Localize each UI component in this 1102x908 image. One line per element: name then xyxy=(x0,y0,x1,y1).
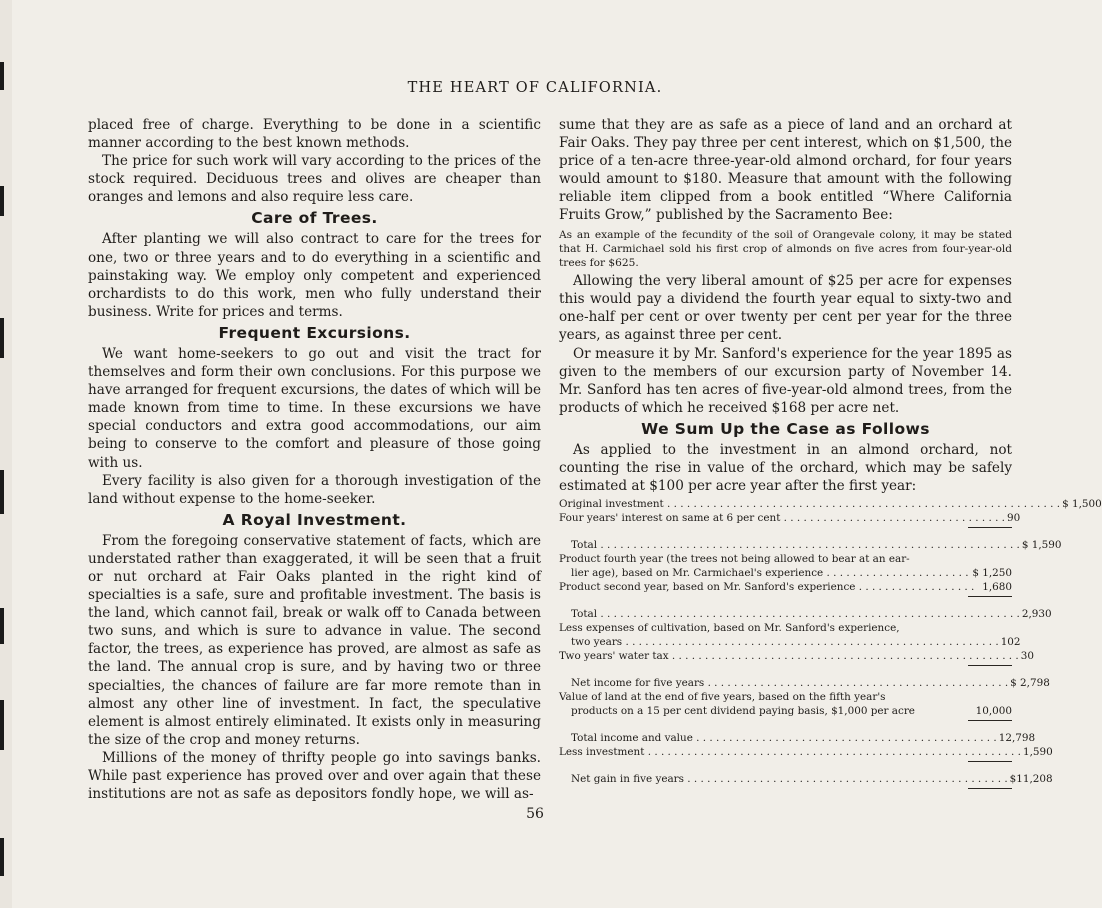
table-row xyxy=(559,580,1012,594)
row-label: Product second year, based on Mr. Sanford's experience . . . . . . . . . . . . . . . . . . xyxy=(559,581,975,594)
row-label: Four years' interest on same at 6 per cent . . . . . . . . . . . . . . . . . . . . . . . . . . . . . . . . . . xyxy=(559,512,1005,525)
row-label: Total . . . . . . . . . . . . . . . . . . . . . . . . . . . . . . . . . . . . . . . . . . . . . . . . . . . . . . . . . . . . . . . . xyxy=(571,539,1020,552)
row-label: Original investment . . . . . . . . . . . . . . . . . . . . . . . . . . . . . . . . . . . . . . . . . . . . . . . . . . . . . . . . . . . . xyxy=(559,498,1061,511)
table-row xyxy=(559,649,1034,663)
row-value: 90 xyxy=(1006,512,1021,525)
paragraph: The price for such work will vary according to the prices of the stock required. Deciduous trees and olives are cheaper than oranges and lemons and also require less care. xyxy=(88,153,541,206)
paragraph: placed free of charge. Everything to be done in a scientific manner according to the best known methods. xyxy=(88,117,541,152)
row-value: $ 2,798 xyxy=(1010,677,1050,690)
row-label: Two years' water tax . . . . . . . . . . . . . . . . . . . . . . . . . . . . . . . . . . . . . . . . . . . . . . . . . . . . . xyxy=(559,650,1019,663)
row-label: two years . . . . . . . . . . . . . . . . . . . . . . . . . . . . . . . . . . . . . . . . . . . . . . . . . . . . . . . . . xyxy=(571,636,999,649)
edge-mark xyxy=(0,318,4,358)
heading-care-of-trees: Care of Trees. xyxy=(251,209,378,228)
sum-rule xyxy=(968,720,1012,721)
heading-royal-investment: A Royal Investment. xyxy=(222,510,407,529)
left-column xyxy=(88,116,541,803)
paragraph: Every facility is also given for a thorough investigation of the land without expense to the home-seeker. xyxy=(88,472,541,507)
page-number: 56 xyxy=(526,806,544,822)
row-value: 1,680 xyxy=(982,581,1012,594)
quoted-item: As an example of the fecundity of the soil of Orangevale colony, it may be stated that H. Carmichael sold his first crop of almonds on five acres from four-year-old trees for $625. xyxy=(559,228,1012,269)
row-label: Product fourth year (the trees not being allowed to bear at an ear- xyxy=(559,553,910,566)
row-value: 30 xyxy=(1020,650,1034,663)
row-value: $11,208 xyxy=(1009,773,1053,786)
table-row xyxy=(559,607,1052,621)
page-edge xyxy=(0,0,12,908)
table-row xyxy=(559,704,1012,718)
running-head: THE HEART OF CALIFORNIA. xyxy=(407,80,663,96)
row-value: $ 1,500 xyxy=(1062,498,1102,511)
heading-sum-up: We Sum Up the Case as Follows xyxy=(641,419,930,438)
table-row xyxy=(559,538,1062,552)
paragraph: Millions of the money of thrifty people go into savings banks. While past experience has proved over and over again that these institutions are not as safe as depositors fondly hope, we will as- xyxy=(88,749,541,803)
sum-rule xyxy=(968,596,1012,597)
row-label: Total . . . . . . . . . . . . . . . . . . . . . . . . . . . . . . . . . . . . . . . . . . . . . . . . . . . . . . . . . . . . . . . . xyxy=(571,608,1020,621)
edge-mark xyxy=(0,470,4,514)
row-label: Total income and value . . . . . . . . . . . . . . . . . . . . . . . . . . . . . . . . . . . . . . . . . . . . . . xyxy=(571,732,997,745)
row-value: 2,930 xyxy=(1021,608,1052,621)
table-row xyxy=(559,745,1053,759)
investment-table xyxy=(559,497,1102,789)
edge-mark xyxy=(0,608,4,644)
row-value: $ 1,590 xyxy=(1021,539,1062,552)
row-label: Value of land at the end of five years, based on the fifth year's xyxy=(559,691,886,704)
row-label: products on a 15 per cent dividend paying basis, $1,000 per acre xyxy=(571,705,915,718)
heading-frequent-excursions: Frequent Excursions. xyxy=(218,323,411,342)
row-value: 12,798 xyxy=(998,732,1036,745)
row-value: 102 xyxy=(1000,636,1021,649)
paragraph: From the foregoing conservative statement of facts, which are understated rather than exaggerated, it will be seen that a fruit or nut orchard at Fair Oaks planted in the right kind of specialties is a safe, sure and profitable investment. The basis is the land, which cannot fail, break or walk off to Canada between two suns, and which is sure to advance in value. The second factor, the trees, as experience has proved, are almost as safe as the land. The annual crop is sure, and by having two or three specialties, the chances of failure are far more remote than in almost any other line of investment. In fact, the speculative element is almost entirely eliminated. It exists only in measuring the size of the crop and money returns. xyxy=(88,532,541,748)
paragraph: We want home-seekers to go out and visit the tract for themselves and form their own conclusions. For this purpose we have arranged for frequent excursions, the dates of which will be made known from time to time. In these excursions we have special conductors and extra good accommodations, our aim being to conserve to the comfort and pleasure of those going with us. xyxy=(88,345,541,471)
paragraph: As applied to the investment in an almond orchard, not counting the rise in value of the orchard, which may be safely estimated at $100 per acre year after the first year: xyxy=(559,441,1012,495)
paragraph: sume that they are as safe as a piece of land and an orchard at Fair Oaks. They pay three per cent interest, which on $1,500, the price of a ten-acre three-year-old almond orchard, for four years would amount to $180. Measure that amount with the following reliable item clipped from a book entitled “Where California Fruits Grow,” published by the Sacramento Bee: xyxy=(559,117,1012,224)
table-row xyxy=(559,635,1021,649)
row-label: lier age), based on Mr. Carmichael's experience . . . . . . . . . . . . . . . . . . . . . . xyxy=(571,567,969,580)
paragraph: Or measure it by Mr. Sanford's experience for the year 1895 as given to the members of our excursion party of November 14. Mr. Sanford has ten acres of five-year-old almond trees, from the products of which he received $168 per acre net. xyxy=(559,345,1012,416)
sum-rule xyxy=(968,665,1012,666)
row-label: Less investment . . . . . . . . . . . . . . . . . . . . . . . . . . . . . . . . . . . . . . . . . . . . . . . . . . . . . . . . . xyxy=(559,746,1021,759)
row-value: 1,590 xyxy=(1022,746,1053,759)
table-row xyxy=(559,566,1012,580)
table-row xyxy=(559,731,1036,745)
sum-rule xyxy=(968,788,1012,789)
table-row xyxy=(559,511,1021,525)
paragraph: After planting we will also contract to care for the trees for one, two or three years and to do everything in a scientific and painstaking way. We employ only competent and experienced orchardists to do this work, men who fully understand their business. Write for prices and terms. xyxy=(88,231,541,320)
sum-rule xyxy=(968,761,1012,762)
edge-mark xyxy=(0,186,4,216)
edge-mark xyxy=(0,838,4,876)
row-value: $ 1,250 xyxy=(972,567,1012,580)
edge-mark xyxy=(0,700,4,750)
table-row xyxy=(559,497,1102,511)
row-label: Less expenses of cultivation, based on Mr. Sanford's experience, xyxy=(559,622,900,635)
row-value: 10,000 xyxy=(975,705,1012,718)
row-label: Net gain in five years . . . . . . . . . . . . . . . . . . . . . . . . . . . . . . . . . . . . . . . . . . . . . . . . . xyxy=(571,773,1008,786)
sum-rule xyxy=(968,527,1012,528)
table-row xyxy=(559,676,1050,690)
row-label: Net income for five years . . . . . . . . . . . . . . . . . . . . . . . . . . . . . . . . . . . . . . . . . . . . . . xyxy=(571,677,1009,690)
paragraph: Allowing the very liberal amount of $25 per acre for expenses this would pay a dividend the fourth year equal to sixty-two and one-half per cent or over twenty per cent per year for the three years, as against three per cent. xyxy=(559,273,1012,344)
right-column xyxy=(559,116,1102,790)
table-row xyxy=(559,772,1053,786)
